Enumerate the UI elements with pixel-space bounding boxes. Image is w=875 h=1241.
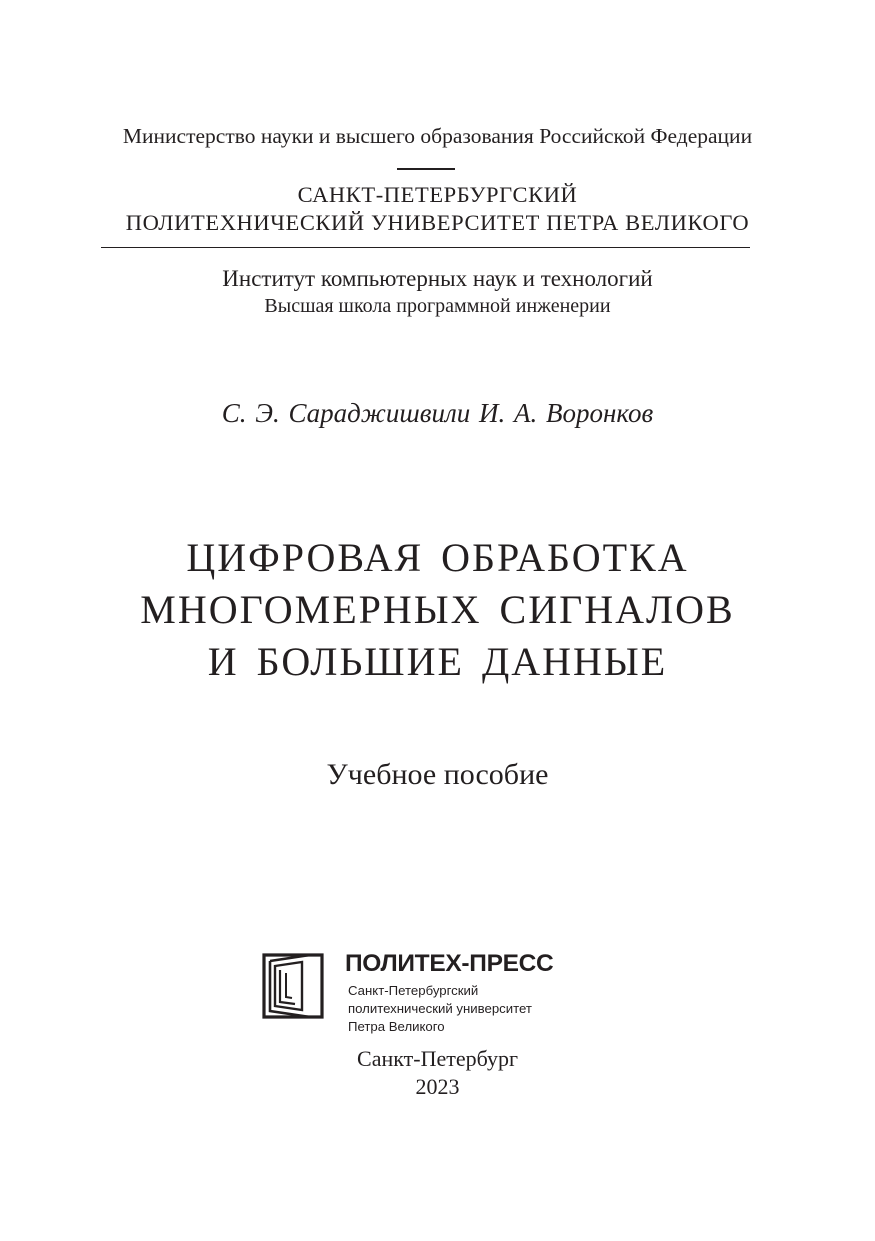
school-line: Высшая школа программной инженерии <box>264 295 611 317</box>
book-title-line2: МНОГОМЕРНЫХ СИГНАЛОВ <box>140 587 735 632</box>
long-divider <box>101 247 750 248</box>
book-title-line1: ЦИФРОВАЯ ОБРАБОТКА <box>186 535 689 580</box>
authors: С. Э. Сараджишвили И. А. Воронков <box>221 398 654 428</box>
university-name-line2: ПОЛИТЕХНИЧЕСКИЙ УНИВЕРСИТЕТ ПЕТРА ВЕЛИКОГО <box>125 210 750 235</box>
book-title <box>0 532 875 688</box>
ministry-line: Министерство науки и высшего образования Российской Федерации <box>122 124 753 148</box>
book-subtitle: Учебное пособие <box>326 758 549 791</box>
institute-line: Институт компьютерных наук и технологий <box>222 266 653 291</box>
short-divider <box>397 168 455 170</box>
publisher-desc-line3: Петра Великого <box>348 1019 445 1034</box>
book-title-line3: И БОЛЬШИЕ ДАННЫЕ <box>207 639 668 684</box>
publisher-desc-line1: Санкт-Петербургский <box>348 983 479 998</box>
publisher-name: ПОЛИТЕХ-ПРЕСС <box>345 950 554 977</box>
imprint-year: 2023 <box>415 1074 460 1099</box>
imprint-city: Санкт-Петербург <box>357 1046 518 1071</box>
university-name-line1: САНКТ-ПЕТЕРБУРГСКИЙ <box>297 182 578 207</box>
politekh-press-logo-icon <box>262 953 324 1019</box>
publisher-desc-line2: политехнический университет <box>348 1001 532 1016</box>
